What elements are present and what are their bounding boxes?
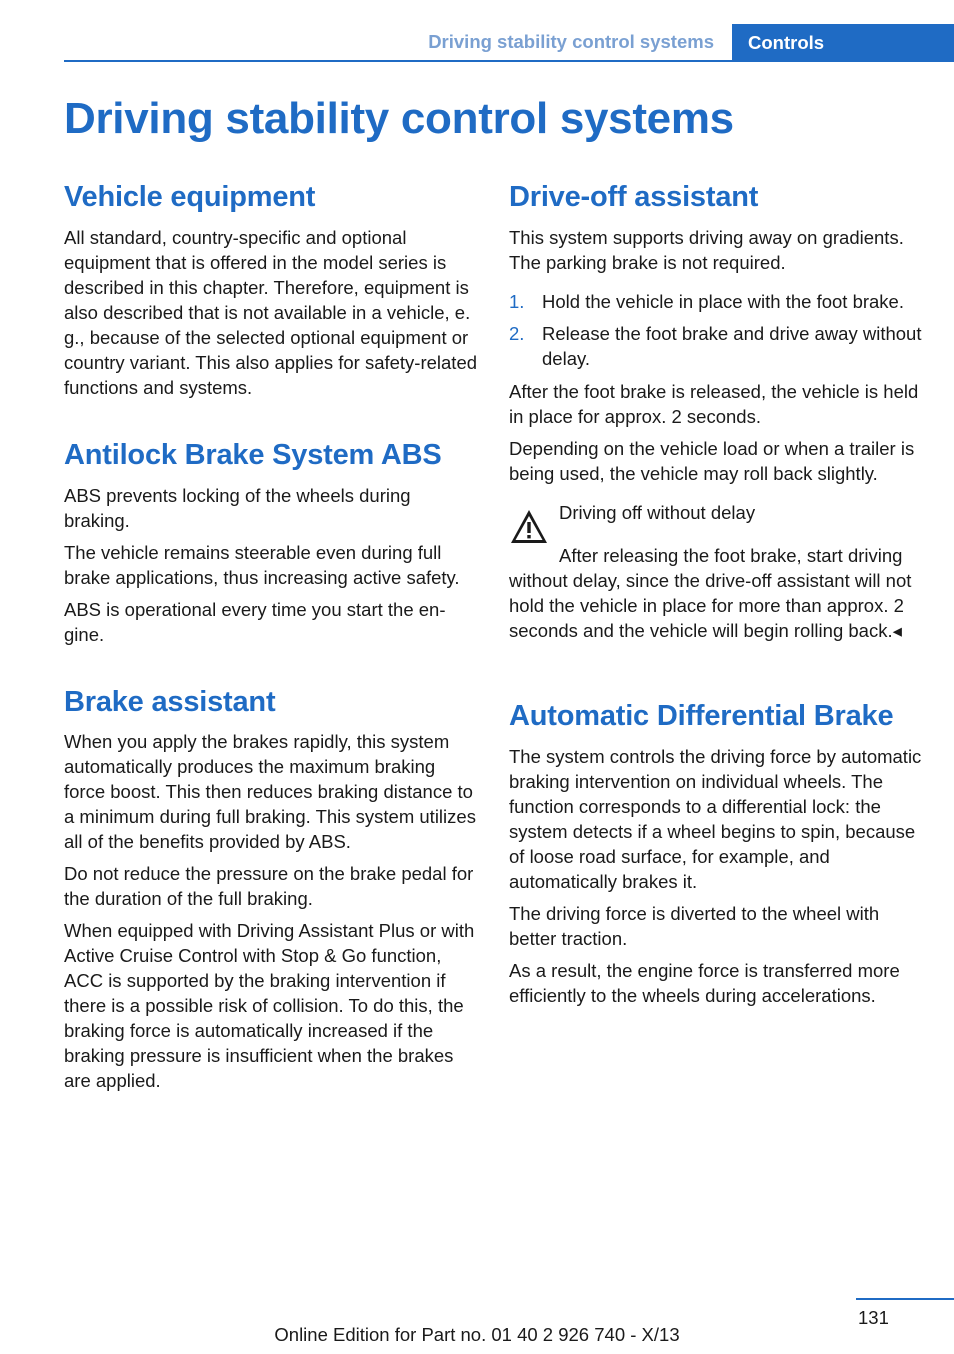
paragraph: Depending on the vehicle load or when a trailer is being used, the vehicle may roll back slightly. [509, 437, 915, 484]
paragraph: ABS is operational every time you start the engine. [64, 598, 446, 645]
footer-edition: Online Edition for Part no. 01 40 2 926 740 - X/13 [274, 1324, 680, 1345]
section-vehicle-equipment [64, 180, 478, 400]
step-text: Release the foot brake and drive away without delay. [542, 322, 922, 369]
paragraph: All standard, country-specific and optional equipment that is offered in the model series is described in this chapter. Therefore, equipment is also described that is not available in a vehicle, e. g., because of the selected optional equipment or country variant. This also applies for safety-related functions and systems. [64, 226, 478, 398]
step-number: 2. [509, 322, 525, 344]
footer-divider [856, 1298, 954, 1300]
section-abs [64, 438, 478, 647]
section-automatic-differential-brake [509, 699, 923, 1008]
paragraph: The driving force is diverted to the wheel with better traction. [509, 902, 880, 949]
left-column [64, 180, 478, 1131]
warning-text: After releasing the foot brake, start driving without delay, since the drive-off assistant will not hold the vehicle in place for more than approx. 2 seconds and the vehicle will begin rolling back.◂ [509, 544, 912, 641]
section-drive-off-assistant [509, 180, 923, 643]
warning-title: Driving off without delay [559, 501, 756, 523]
heading-brake-assistant: Brake assistant [64, 685, 276, 718]
heading-abs: Antilock Brake System ABS [64, 438, 442, 471]
paragraph: ABS prevents locking of the wheels during braking. [64, 484, 411, 531]
warning-header [509, 500, 923, 546]
header-section-title: Driving stability control systems [428, 31, 714, 52]
heading-vehicle-equipment: Vehicle equipment [64, 181, 316, 213]
section-brake-assistant [64, 685, 478, 1094]
header-tab-controls[interactable]: Controls [732, 24, 954, 62]
page-title: Driving stability control systems [64, 94, 734, 143]
heading-automatic-differential-brake: Automatic Differential Brake [509, 699, 894, 732]
header-divider [64, 60, 954, 62]
paragraph: After the foot brake is released, the vehicle is held in place for approx. 2 seconds. [509, 380, 919, 427]
step-text: Hold the vehicle in place with the foot brake. [542, 290, 904, 312]
paragraph: Do not reduce the pressure on the brake pedal for the duration of the full braking. [64, 863, 474, 910]
heading-drive-off-assistant: Drive-off assistant [509, 181, 759, 213]
paragraph: As a result, the engine force is transferred more efficiently to the wheels during accelerations. [509, 959, 900, 1006]
warning-box [509, 500, 923, 643]
paragraph: When equipped with Driving Assistant Plus or with Active Cruise Control with Stop & Go function, ACC is supported by the braking intervention if there is a possible risk of collision. To do this, the braking force is automatically increased if the braking pressure is insufficient when the brakes are applied. [64, 920, 475, 1092]
paragraph: This system supports driving away on gradients. The parking brake is not required. [509, 226, 904, 273]
list-item [509, 321, 923, 371]
page-number: 131 [858, 1307, 889, 1328]
steps-list [509, 289, 923, 371]
paragraph: When you apply the brakes rapidly, this system automatically produces the maximum braking force boost. This then reduces braking distance to a minimum during full braking. This system utilizes all of the benefits provided by ABS. [64, 731, 476, 853]
right-column [509, 180, 923, 1015]
paragraph: The vehicle remains steerable even during full brake applications, thus increasing active safety. [64, 541, 460, 588]
list-item [509, 289, 923, 314]
step-number: 1. [509, 290, 525, 312]
paragraph: The system controls the driving force by automatic braking intervention on individual wheels. The function corresponds to a differential lock: the system detects if a wheel begins to spin, because of loose road surface, for example, and automatically brakes it. [509, 745, 922, 892]
warning-triangle-icon [509, 508, 549, 546]
